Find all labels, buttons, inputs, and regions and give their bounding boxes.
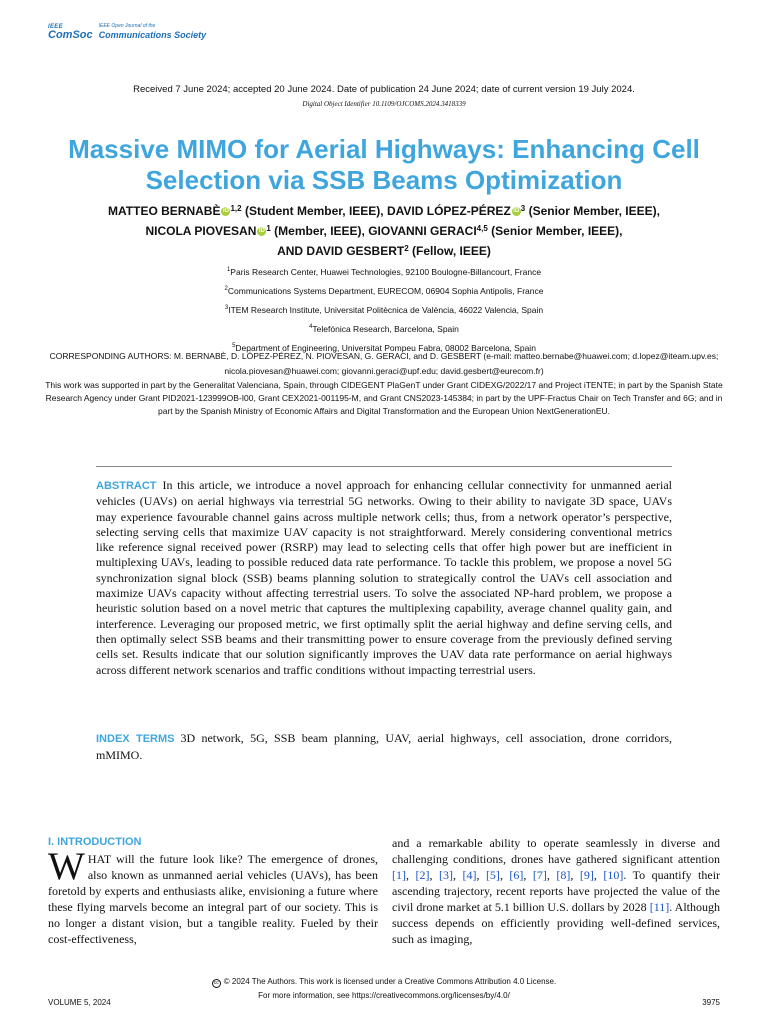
author-role: (Senior Member, IEEE), xyxy=(528,204,660,218)
intro-left-text: HAT will the future look like? The emergence of drones, also known as unmanned aerial vehicles (UAVs), has been foretold by experts and enthusiasts alike, envisioning a future where these flying marvels become an integral part of our society. This is no longer a distant vision, but a tangible reality. Fueled by their cost-effectiveness, xyxy=(48,852,378,946)
intro-right-post: Although success depends on efficiently providing well-defined services, such as imaging, xyxy=(392,900,721,946)
logo-ieee-text: IEEE xyxy=(48,24,63,30)
abstract-text: In this article, we introduce a novel approach for enhancing cellular connectivity for unmanned aerial vehicles (UAVs) on aerial highways via terrestrial 5G networks. Owing to their ability to navigate 3D space, UAVs may experience favourable channel gains across multiple network cells; thus, from a network operator’s perspective, selecting serving cells that maximize UAV capacity is not straightforward. Merely considering conventional metrics like reference signal received power (RSRP) may lead to selecting cells that offer high power but are inefficient in multiplexing UAVs, leading to possible reduced data rate performance. To tackle this problem, we propose a novel 5G synchronization signal block (SSB) beams planning solution to strategically control the UAVs cell association and maximize UAVs capacity without affecting terrestrial users. To solve the associated NP-hard problem, we propose a heuristic solution based on a novel metric that captures the multiplexing capability, average channel quality gain, and interference. Leveraging our proposed metric, we first optimally split the aerial highway and define serving cells, and then optimally select SSB beams and their transmitting power to ensure coverage from the previously defined serving cells set. Results indicate that our solution significantly improves the UAV data rate performance on aerial highways across different network scenarios and traffic conditions without impacting terrestrial users. xyxy=(96,478,672,677)
comsoc-logo-mark xyxy=(48,24,93,41)
author-list xyxy=(40,200,728,260)
intro-paragraph-cont: and a remarkable ability to operate seamlessly in diverse and challenging conditions, drones have gathered significant attention [1], [2], [3], [4], [5], [6], [7], [8], [9], [10]. To quantify their ascending trajectory, recent reports have projected the value of the civil drone market at 5.1 billion U.S. dollars by 2028 [11]. Although success depends on efficiently providing well-defined services, such as imaging, xyxy=(392,836,721,946)
citation-link[interactable]: [5] xyxy=(485,868,500,882)
author-name: MATTEO BERNABÈ xyxy=(108,204,221,218)
citation-link[interactable]: [9] xyxy=(579,868,594,882)
affiliation: $^2$Communications Systems Department, EURECOM, 06904 Sophia Antipolis, France xyxy=(224,285,544,296)
abstract xyxy=(96,478,672,678)
citation-link[interactable]: [3] xyxy=(438,868,453,882)
author-role: (Student Member, IEEE), xyxy=(244,204,384,218)
affiliation: $^1$Paris Research Center, Huawei Technologies, 92100 Boulogne-Billancourt, France xyxy=(226,266,542,277)
author-role: (Senior Member, IEEE), xyxy=(491,224,623,238)
section-heading: I. INTRODUCTION xyxy=(48,836,142,848)
author-name: DAVID LÓPEZ-PÉREZ xyxy=(386,204,511,218)
affiliation: $^3$ITEM Research Institute, Universitat Politècnica de València, 46022 Valencia, Spain xyxy=(224,304,544,315)
journal-name-block xyxy=(99,24,207,40)
citation-link[interactable]: [7] xyxy=(532,868,547,882)
author-affil-sup: 1,2 xyxy=(230,204,242,213)
funding-note: This work was supported in part by the Generalitat Valenciana, Spain, through CIDEGENT PlaGenT under Grant CIDEXG/2022/17 and Project iTENTE; in part by the Spanish State Research Agency under Grant PID2021-123999OB-I00, Grant CEX2021-001195-M, and Grant CNS2023-145384; in part by the UPF-Fractus Chair on Tech Transfer and 6G; and in part by the Spanish Ministry of Economic Affairs and Digital Transformation and the European Union NextGenerationEU. xyxy=(45,380,723,416)
page-number: 3975 xyxy=(702,998,720,1007)
author-affil-sup: 4,5 xyxy=(476,224,488,233)
creative-commons-icon: cc xyxy=(213,980,219,986)
intro-left-column xyxy=(48,835,378,947)
citation-link[interactable]: [6] xyxy=(509,868,524,882)
author-affil-sup: 3 xyxy=(520,204,526,213)
corresponding-authors: CORRESPONDING AUTHORS: M. BERNABÈ, D. LÓPEZ-PÉREZ, N. PIOVESAN, G. GERACI, and D. GESBERT (e-mail: matteo.bernabe@huawei.com; d.lopez@iteam.upv.es; nicola.piovesan@huawei.com; giovanni.geraci@upf.edu; david.gesbert@eurecom.fr) xyxy=(49,351,719,376)
license-link[interactable]: For more information, see https://creativecommons.org/licenses/by/4.0/ xyxy=(258,991,510,1000)
journal-logo xyxy=(48,24,206,41)
author-name: NICOLA PIOVESAN xyxy=(145,224,257,238)
logo-comsoc-text: ComSoc xyxy=(48,29,93,41)
intro-right-column xyxy=(392,835,720,947)
author-affil-sup: 2 xyxy=(404,244,409,253)
paper-title: Massive MIMO for Aerial Highways: Enhancing Cell Selection via SSB Beams Optimization xyxy=(68,134,700,195)
doi: Digital Object Identifier 10.1109/OJCOMS.2024.3418339 xyxy=(302,100,466,108)
citation-link[interactable]: [1] xyxy=(392,868,406,882)
citation-link[interactable]: [11] xyxy=(649,900,670,914)
received-dates: Received 7 June 2024; accepted 20 June 2024. Date of publication 24 June 2024; date of current version 19 July 2024. xyxy=(133,84,635,95)
orcid-icon[interactable]: iD xyxy=(258,228,265,234)
header-divider xyxy=(96,466,672,467)
citation-link[interactable]: [2] xyxy=(415,868,430,882)
abstract-label: ABSTRACT xyxy=(96,480,157,492)
intro-right-pre: and a remarkable ability to operate seamlessly in diverse and challenging conditions, drones have gathered significant attention xyxy=(392,836,720,866)
journal-subtitle: IEEE Open Journal of the xyxy=(98,23,156,30)
author-role: (Member, IEEE), xyxy=(274,224,365,238)
author-affil-sup: 1 xyxy=(266,224,271,233)
intro-right-mid: To quantify their ascending trajectory, recent reports have projected the value of the civil drone market at 5.1 billion U.S. dollars by 2028 xyxy=(392,868,721,914)
citation-link[interactable]: [10] xyxy=(603,868,624,882)
citation-link[interactable]: [4] xyxy=(462,868,477,882)
orcid-icon[interactable]: iD xyxy=(222,208,229,214)
volume-info: VOLUME 5, 2024 xyxy=(48,998,111,1007)
license-text: © 2024 The Authors. This work is licensed under a Creative Commons Attribution 4.0 License. xyxy=(223,977,557,986)
author-role: (Fellow, IEEE) xyxy=(412,244,491,258)
affiliation: $^5$Department of Engineering, Universitat Pompeu Fabra, 08002 Barcelona, Spain xyxy=(232,342,536,353)
index-terms xyxy=(96,730,672,763)
author-name: GIOVANNI GERACI xyxy=(368,224,477,238)
index-terms-text: 3D network, 5G, SSB beam planning, UAV, aerial highways, cell association, drone corridors, mMIMO. xyxy=(96,731,672,762)
affiliation-list xyxy=(40,262,728,357)
journal-name: Communications Society xyxy=(98,30,207,41)
intro-paragraph xyxy=(48,845,378,947)
license-notice xyxy=(0,975,768,1003)
citation-link[interactable]: [8] xyxy=(556,868,571,882)
index-terms-label: INDEX TERMS xyxy=(96,733,175,745)
orcid-icon[interactable]: iD xyxy=(513,208,520,214)
drop-cap: W xyxy=(48,845,85,888)
affiliation: $^4$Telefónica Research, Barcelona, Spain xyxy=(309,323,459,334)
author-name: AND DAVID GESBERT xyxy=(277,244,405,258)
